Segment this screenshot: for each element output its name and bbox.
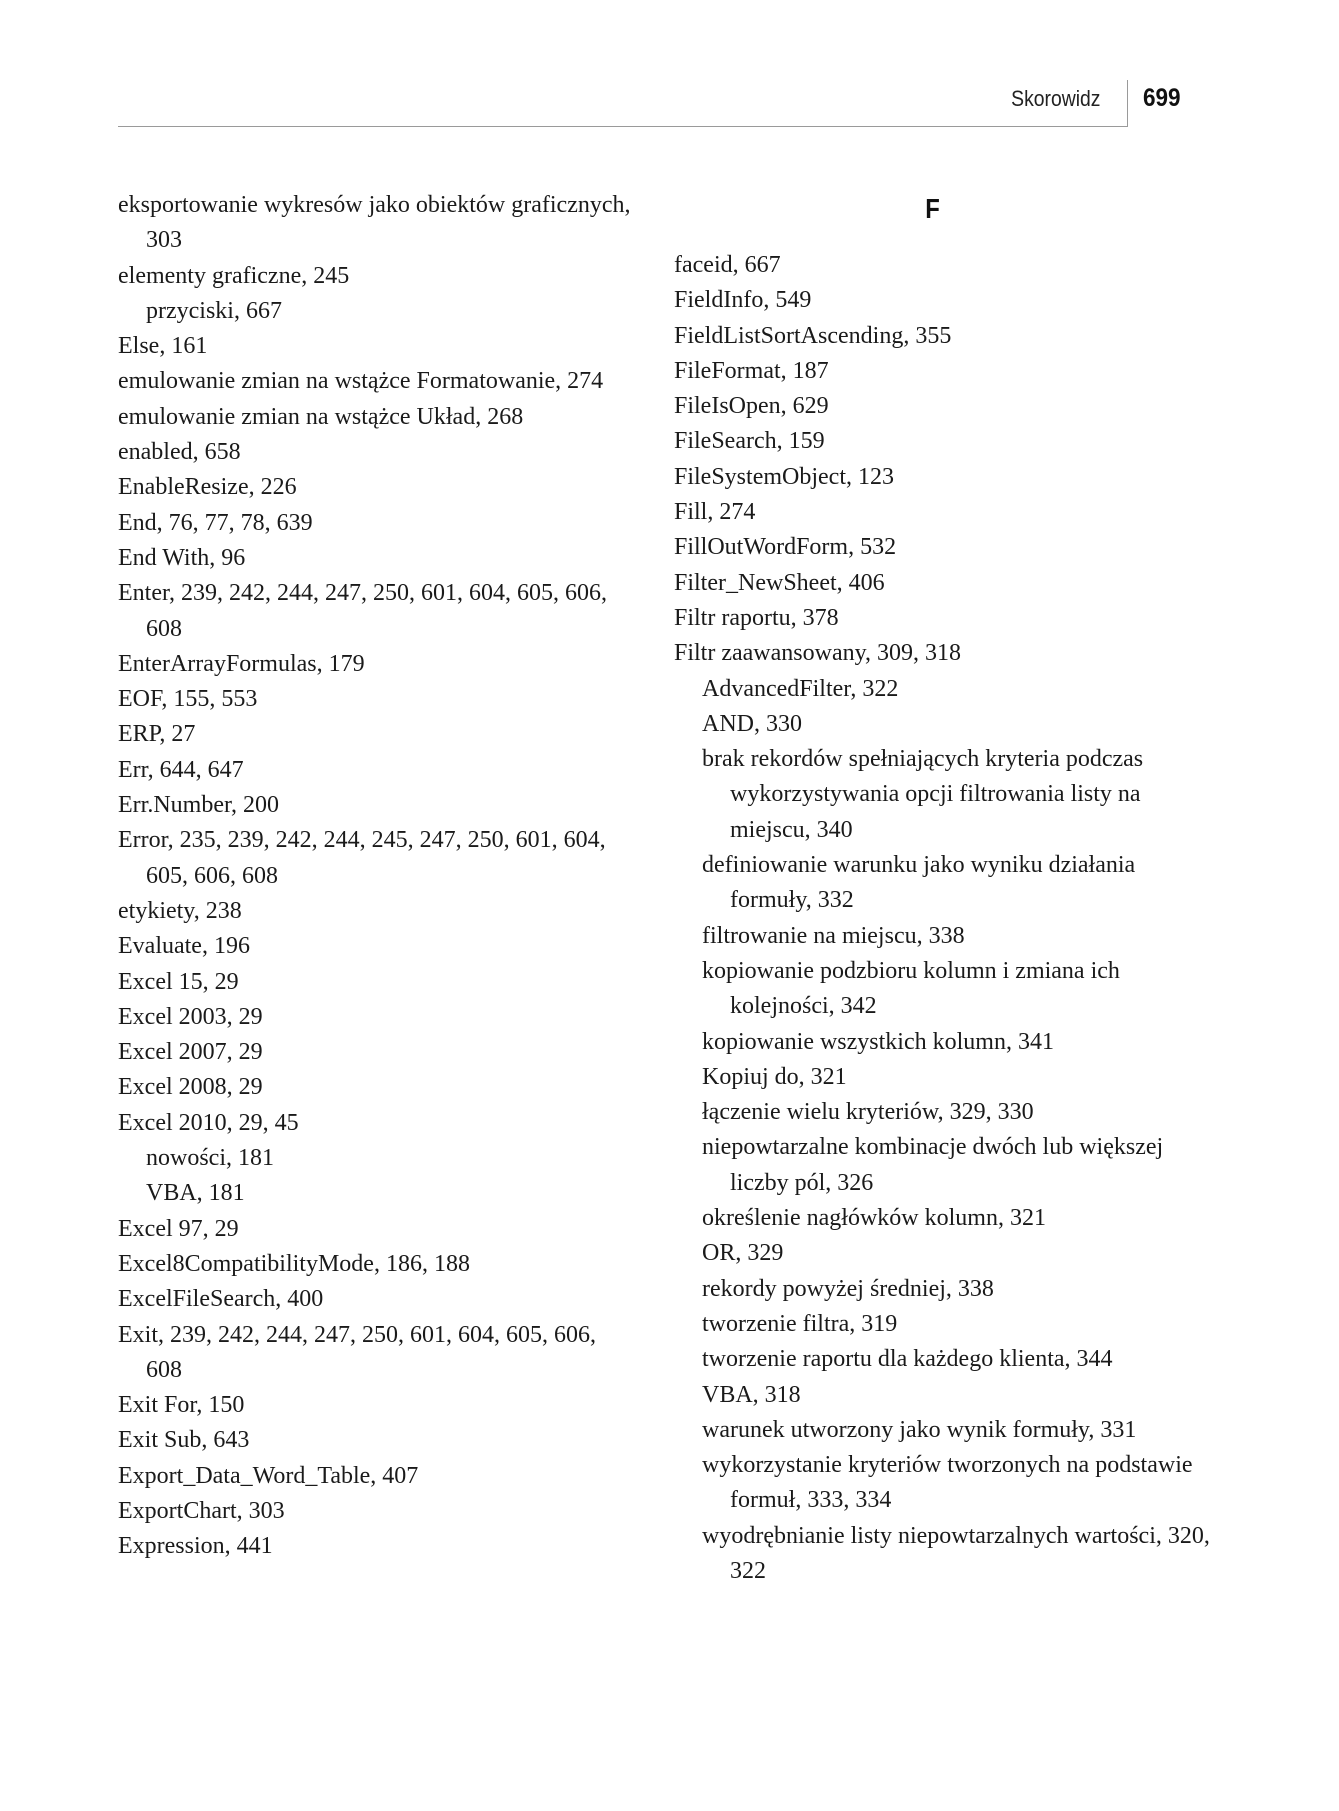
index-entry: Err, 644, 647 bbox=[118, 756, 244, 783]
index-entry: Excel8CompatibilityMode, 186, 188 bbox=[118, 1250, 470, 1277]
index-entry: End With, 96 bbox=[118, 544, 246, 571]
index-subentry: VBA, 318 bbox=[702, 1381, 801, 1408]
section-letter: F bbox=[925, 193, 940, 224]
index-entry: emulowanie zmian na wstążce Układ, 268 bbox=[118, 403, 524, 430]
index-entry: ERP, 27 bbox=[118, 721, 196, 748]
index-subentry: kopiowanie podzbioru kolumn i zmiana ich kolejności, 342 bbox=[702, 957, 1120, 1020]
index-entry: Excel 2007, 29 bbox=[118, 1039, 263, 1066]
index-subentry: tworzenie filtra, 319 bbox=[702, 1310, 898, 1337]
index-entry: Filtr zaawansowany, 309, 318 bbox=[674, 640, 962, 667]
index-entry: Error, 235, 239, 242, 244, 245, 247, 250, 601, 604, 605, 606, 608 bbox=[118, 827, 606, 889]
right-index-column bbox=[674, 248, 1214, 1589]
index-subentry: wyodrębnianie listy niepowtarzalnych wartości, 320, 322 bbox=[702, 1522, 1210, 1584]
index-entry: Fill, 274 bbox=[674, 499, 756, 526]
index-entry: End, 76, 77, 78, 639 bbox=[118, 509, 313, 536]
index-entry: FieldListSortAscending, 355 bbox=[674, 322, 952, 349]
index-subentry: nowości, 181 bbox=[146, 1145, 274, 1172]
index-entry: Excel 2008, 29 bbox=[118, 1074, 263, 1101]
index-subentry: rekordy powyżej średniej, 338 bbox=[702, 1275, 994, 1302]
index-entry: enabled, 658 bbox=[118, 439, 241, 466]
index-entry: Evaluate, 196 bbox=[118, 933, 250, 960]
left-index-column bbox=[118, 188, 633, 1565]
index-subentry: kopiowanie wszystkich kolumn, 341 bbox=[702, 1028, 1054, 1055]
index-entry: Else, 161 bbox=[118, 333, 208, 360]
index-subentry: łączenie wielu kryteriów, 329, 330 bbox=[702, 1099, 1034, 1126]
index-entry: Expression, 441 bbox=[118, 1533, 273, 1560]
index-subentry: warunek utworzony jako wynik formuły, 331 bbox=[702, 1416, 1137, 1443]
index-entry: Err.Number, 200 bbox=[118, 792, 280, 819]
index-subentry: określenie nagłówków kolumn, 321 bbox=[702, 1205, 1046, 1232]
index-subentry: AND, 330 bbox=[702, 710, 802, 737]
index-subentry: tworzenie raportu dla każdego klienta, 344 bbox=[702, 1346, 1113, 1373]
index-entry: Excel 2010, 29, 45 bbox=[118, 1109, 299, 1136]
header-divider bbox=[1127, 80, 1128, 127]
index-subentry: VBA, 181 bbox=[146, 1180, 245, 1207]
index-subentry: niepowtarzalne kombinacje dwóch lub większej liczby pól, 326 bbox=[702, 1134, 1164, 1196]
index-entry: FileIsOpen, 629 bbox=[674, 393, 829, 420]
index-entry: FillOutWordForm, 532 bbox=[674, 534, 897, 561]
index-entry: Excel 2003, 29 bbox=[118, 1003, 263, 1030]
index-entry: ExcelFileSearch, 400 bbox=[118, 1286, 324, 1313]
index-entry: FileSearch, 159 bbox=[674, 428, 825, 455]
index-subentry: filtrowanie na miejscu, 338 bbox=[702, 922, 965, 949]
index-entry: Exit For, 150 bbox=[118, 1392, 245, 1419]
index-subentry: przyciski, 667 bbox=[146, 297, 282, 324]
running-head: Skorowidz bbox=[1010, 86, 1100, 111]
header-rule bbox=[118, 126, 1128, 127]
index-entry: EnterArrayFormulas, 179 bbox=[118, 650, 365, 677]
index-entry: faceid, 667 bbox=[674, 252, 781, 278]
index-entry: emulowanie zmian na wstążce Formatowanie, 274 bbox=[118, 368, 604, 395]
index-entry: EOF, 155, 553 bbox=[118, 686, 258, 713]
index-entry: ExportChart, 303 bbox=[118, 1497, 285, 1524]
index-entry: EnableResize, 226 bbox=[118, 474, 297, 501]
index-subentry: AdvancedFilter, 322 bbox=[702, 675, 899, 702]
index-entry: Filter_NewSheet, 406 bbox=[674, 569, 885, 596]
index-subentry: Kopiuj do, 321 bbox=[702, 1063, 847, 1090]
index-entry: Excel 15, 29 bbox=[118, 968, 239, 995]
index-entry: Exit, 239, 242, 244, 247, 250, 601, 604, 605, 606, 608 bbox=[118, 1321, 596, 1383]
index-entry: etykiety, 238 bbox=[118, 897, 242, 924]
index-entry: Enter, 239, 242, 244, 247, 250, 601, 604, 605, 606, 608 bbox=[118, 580, 608, 642]
index-entry: Export_Data_Word_Table, 407 bbox=[118, 1462, 419, 1489]
index-subentry: OR, 329 bbox=[702, 1240, 784, 1267]
index-entry: elementy graficzne, 245 bbox=[118, 262, 350, 289]
page-number: 699 bbox=[1143, 84, 1181, 112]
index-subentry: brak rekordów spełniających kryteria podczas wykorzystywania opcji filtrowania listy na miejscu, 340 bbox=[702, 746, 1144, 843]
index-entry: FileFormat, 187 bbox=[674, 357, 829, 384]
index-entry: eksportowanie wykresów jako obiektów graficznych, 303 bbox=[118, 192, 631, 254]
index-entry: Exit Sub, 643 bbox=[118, 1427, 250, 1454]
index-subentry: definiowanie warunku jako wyniku działania formuły, 332 bbox=[702, 852, 1136, 914]
index-entry: FileSystemObject, 123 bbox=[674, 463, 894, 490]
index-entry: Excel 97, 29 bbox=[118, 1215, 239, 1242]
index-subentry: wykorzystanie kryteriów tworzonych na podstawie formuł, 333, 334 bbox=[702, 1452, 1193, 1514]
index-entry: Filtr raportu, 378 bbox=[674, 604, 839, 631]
index-entry: FieldInfo, 549 bbox=[674, 287, 812, 314]
